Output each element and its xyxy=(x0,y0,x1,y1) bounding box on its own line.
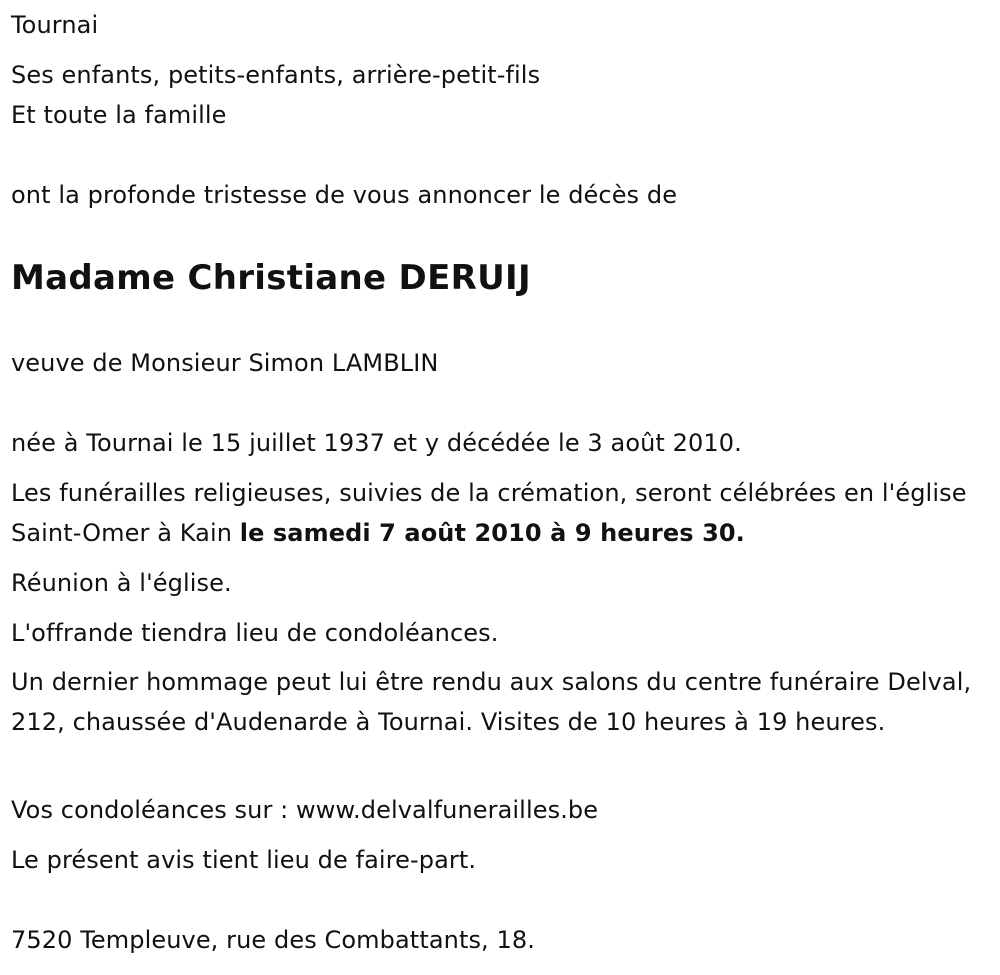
family-line-1: Ses enfants, petits-enfants, arrière-petit-fils xyxy=(11,61,541,89)
meeting-line: Réunion à l'église. xyxy=(11,569,232,597)
funeral-datetime: le samedi 7 août 2010 à 9 heures 30. xyxy=(239,519,745,547)
announcement-line: ont la profonde tristesse de vous annoncer le décès de xyxy=(11,181,678,209)
offering-line: L'offrande tiendra lieu de condoléances. xyxy=(11,619,499,647)
family-line-2: Et toute la famille xyxy=(11,101,227,129)
birth-death-line: née à Tournai le 15 juillet 1937 et y décédée le 3 août 2010. xyxy=(11,429,742,457)
widow-of-line: veuve de Monsieur Simon LAMBLIN xyxy=(11,349,439,377)
condolences-line: Vos condoléances sur : www.delvalfunerailles.be xyxy=(11,796,599,824)
tribute-paragraph: Un dernier hommage peut lui être rendu aux salons du centre funéraire Delval, 212, chaussée d'Audenarde à Tournai. Visites de 10 heures à 19 heures. xyxy=(11,668,972,736)
address-line: 7520 Templeuve, rue des Combattants, 18. xyxy=(11,926,535,954)
funeral-text: Les funérailles religieuses, suivies de la crémation, seront célébrées en l'église Saint-Omer à Kain xyxy=(11,479,967,547)
city-line: Tournai xyxy=(11,11,99,39)
notice-line: Le présent avis tient lieu de faire-part. xyxy=(11,846,477,874)
funeral-paragraph xyxy=(11,473,971,553)
deceased-name: Madame Christiane DERUIJ xyxy=(11,258,531,298)
